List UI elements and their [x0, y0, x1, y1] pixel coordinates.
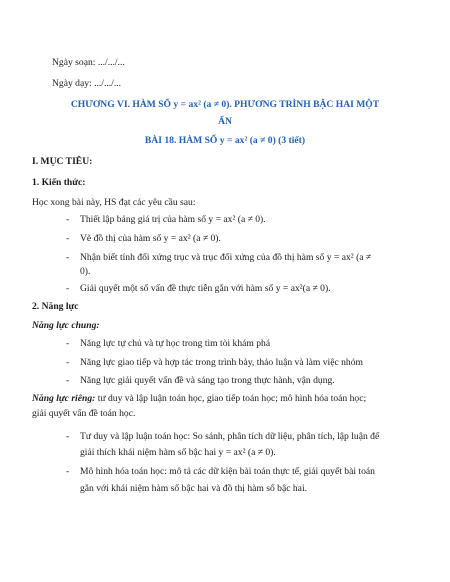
list-bullet: - — [66, 431, 70, 442]
date-taught: Ngày dạy: .../.../... — [52, 78, 122, 89]
chapter-title-line1: CHƯƠNG VI. HÀM SỐ y = ax² (a ≠ 0). PHƯƠNG TRÌNH BẬC HAI MỘT — [70, 99, 380, 110]
list-bullet: - — [66, 252, 70, 263]
competency-heading: 2. Năng lực — [32, 301, 79, 312]
knowledge-heading: 1. Kiến thức: — [32, 177, 86, 188]
chapter-title-line2: ẨN — [218, 116, 232, 127]
lesson-title: BÀI 18. HÀM SỐ y = ax² (a ≠ 0) (3 tiết) — [144, 135, 306, 146]
list-bullet: - — [66, 466, 70, 477]
list-item: Vẽ đồ thị của hàm số y = ax² (a ≠ 0). — [80, 233, 221, 244]
specific-competency-text: tư duy và lập luận toán học, giao tiếp toán học; mô hình hóa toán học; — [95, 393, 367, 404]
list-item: Tư duy và lập luận toán học: So sánh, phân tích dữ liệu, phân tích, lập luận để — [80, 431, 380, 442]
list-bullet: - — [66, 214, 70, 225]
list-item: Giải quyết một số vấn đề thực tiễn gắn với hàm số y = ax²(a ≠ 0). — [80, 283, 331, 294]
list-item: Thiết lập bảng giá trị của hàm số y = ax² (a ≠ 0). — [80, 214, 266, 225]
list-item-continuation: 0). — [80, 266, 91, 277]
list-bullet: - — [66, 338, 70, 349]
list-item: Năng lực giao tiếp và hợp tác trong trình bày, thảo luận và làm việc nhóm — [80, 357, 363, 368]
specific-competency-heading: Năng lực riêng: — [32, 393, 96, 404]
date-prepared: Ngày soạn: .../.../... — [52, 57, 125, 68]
list-item-continuation: gắn với khái niệm hàm số bậc hai và đồ thị hàm số bậc hai. — [80, 483, 308, 494]
specific-competency-text-continuation: giải quyết vấn đề toán học. — [32, 408, 136, 419]
list-bullet: - — [66, 357, 70, 368]
list-item: Mô hình hóa toán học: mô tả các dữ kiện bài toán thực tế, giải quyết bài toán — [80, 466, 375, 477]
list-item: Nhận biết tính đối xứng trục và trục đối xứng của đồ thị hàm số y = ax² (a ≠ — [80, 252, 372, 263]
section-heading-objectives: I. MỤC TIÊU: — [32, 156, 93, 167]
list-bullet: - — [66, 233, 70, 244]
knowledge-intro: Học xong bài này, HS đạt các yêu cầu sau: — [32, 197, 196, 208]
list-item: Năng lực giải quyết vấn đề và sáng tạo trong thực hành, vận dụng. — [80, 375, 335, 386]
list-bullet: - — [66, 283, 70, 294]
list-bullet: - — [66, 375, 70, 386]
list-item-continuation: giải thích khái niệm hàm số bậc hai y = ax² (a ≠ 0). — [80, 447, 276, 458]
general-competency-heading: Năng lực chung: — [32, 320, 100, 331]
list-item: Năng lực tự chủ và tự học trong tìm tòi khám phá — [80, 338, 271, 349]
specific-competency-paragraph — [32, 393, 366, 405]
